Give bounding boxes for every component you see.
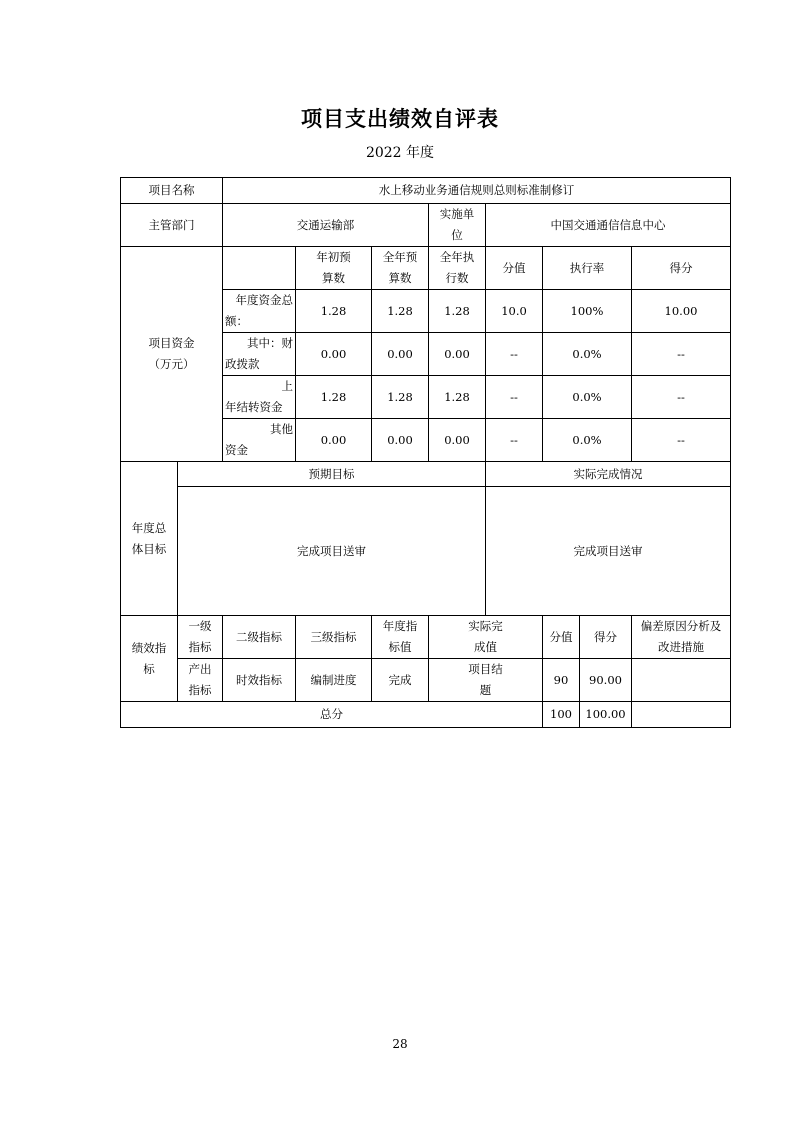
- funds-exec: 1.28: [429, 376, 486, 419]
- perf-header-score: 得分: [580, 616, 632, 659]
- funds-full: 1.28: [372, 290, 429, 333]
- total-weight: 100: [543, 702, 580, 728]
- funds-full: 1.28: [372, 376, 429, 419]
- funds-rate: 0.0%: [543, 333, 632, 376]
- impl-unit-value: 中国交通通信信息中心: [486, 204, 731, 247]
- self-evaluation-table: [120, 177, 731, 728]
- perf-level2: 时效指标: [223, 659, 296, 702]
- funds-header-score: 得分: [632, 247, 731, 290]
- page-title: 项目支出绩效自评表: [301, 107, 499, 131]
- funds-full: 0.00: [372, 419, 429, 462]
- impl-unit-label: 实施单 位: [429, 204, 486, 247]
- total-blank: [632, 702, 731, 728]
- expected-goals-text: 完成项目送审: [178, 487, 486, 616]
- funds-header-weight: 分值: [486, 247, 543, 290]
- total-row: [121, 702, 731, 728]
- funds-rate: 0.0%: [543, 419, 632, 462]
- actual-completion-text: 完成项目送审: [486, 487, 731, 616]
- perf-actual: 项目结 题: [429, 659, 543, 702]
- funds-initial: 1.28: [296, 290, 372, 333]
- funds-exec: 0.00: [429, 419, 486, 462]
- perf-header-reason: 偏差原因分析及 改进措施: [632, 616, 731, 659]
- funds-score: --: [632, 419, 731, 462]
- performance-indicators-label: 绩效指 标: [121, 616, 178, 702]
- perf-level3: 编制进度: [296, 659, 372, 702]
- actual-completion-header: 实际完成情况: [486, 462, 731, 487]
- funds-weight: 10.0: [486, 290, 543, 333]
- perf-header-weight: 分值: [543, 616, 580, 659]
- expected-goals-header: 预期目标: [178, 462, 486, 487]
- funds-row-label: 年度资金总 额：: [223, 290, 296, 333]
- perf-reason: [632, 659, 731, 702]
- funds-score: --: [632, 333, 731, 376]
- funds-score: 10.00: [632, 290, 731, 333]
- total-score: 100.00: [580, 702, 632, 728]
- funds-weight: --: [486, 333, 543, 376]
- perf-header-level3: 三级指标: [296, 616, 372, 659]
- funds-header-full: 全年预 算数: [372, 247, 429, 290]
- total-label: 总分: [121, 702, 543, 728]
- dept-value: 交通运输部: [223, 204, 429, 247]
- funds-row-label: 其他 资金: [223, 419, 296, 462]
- funds-initial: 1.28: [296, 376, 372, 419]
- perf-score: 90.00: [580, 659, 632, 702]
- funds-header-blank: [223, 247, 296, 290]
- perf-level1: 产出 指标: [178, 659, 223, 702]
- funds-initial: 0.00: [296, 419, 372, 462]
- funds-weight: --: [486, 376, 543, 419]
- funds-header-exec: 全年执 行数: [429, 247, 486, 290]
- project-name-label: 项目名称: [121, 178, 223, 204]
- table-row: [121, 659, 731, 702]
- perf-header-actual: 实际完 成值: [429, 616, 543, 659]
- funds-weight: --: [486, 419, 543, 462]
- funds-exec: 1.28: [429, 290, 486, 333]
- funds-initial: 0.00: [296, 333, 372, 376]
- funds-rate: 100%: [543, 290, 632, 333]
- perf-weight: 90: [543, 659, 580, 702]
- year-subtitle: 2022 年度: [365, 145, 435, 161]
- dept-label: 主管部门: [121, 204, 223, 247]
- funds-row-label: 其中：财 政拨款: [223, 333, 296, 376]
- perf-header-level1: 一级 指标: [178, 616, 223, 659]
- funds-score: --: [632, 376, 731, 419]
- page-number: 28: [392, 1037, 408, 1051]
- perf-header-level2: 二级指标: [223, 616, 296, 659]
- funds-header-initial: 年初预 算数: [296, 247, 372, 290]
- project-name-value: 水上移动业务通信规则总则标准制修订: [223, 178, 731, 204]
- perf-target: 完成: [372, 659, 429, 702]
- perf-header-target: 年度指 标值: [372, 616, 429, 659]
- funds-row-label: 上 年结转资金: [223, 376, 296, 419]
- funds-exec: 0.00: [429, 333, 486, 376]
- funds-header-rate: 执行率: [543, 247, 632, 290]
- funds-rate: 0.0%: [543, 376, 632, 419]
- funds-label: 项目资金 （万元）: [121, 247, 223, 462]
- annual-goals-label: 年度总 体目标: [121, 462, 178, 616]
- funds-full: 0.00: [372, 333, 429, 376]
